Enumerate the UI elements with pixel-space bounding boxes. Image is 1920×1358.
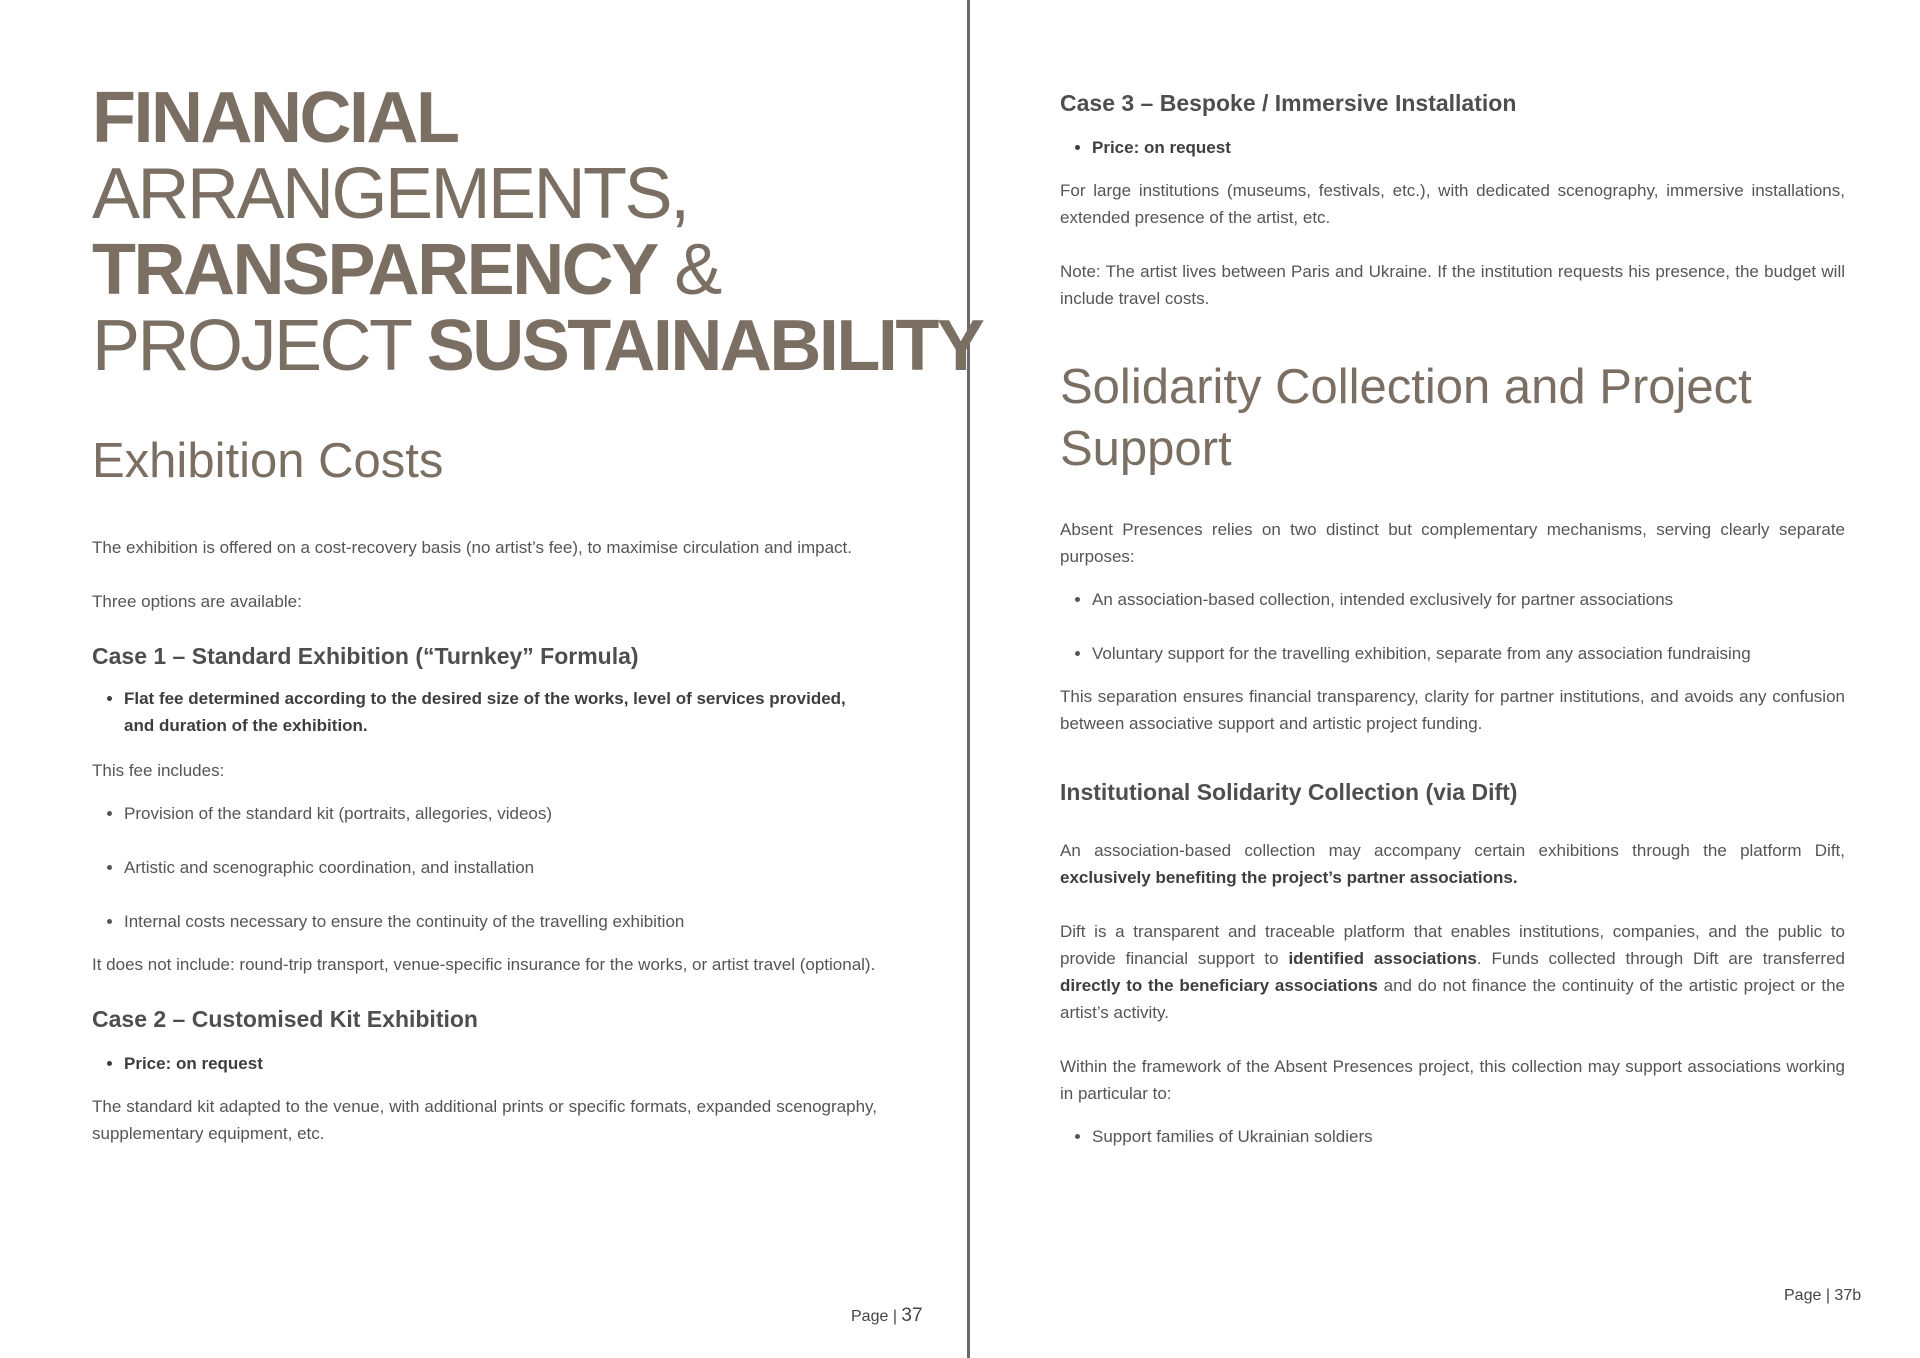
list-item: • An association-based collection, intended exclusively for partner associations xyxy=(1092,586,1845,613)
fee-excludes-text: It does not include: round-trip transport, venue-specific insurance for the works, or artist travel (optional). xyxy=(92,955,876,974)
list-item: • Artistic and scenographic coordination, and installation xyxy=(124,854,877,881)
case3-text: For large institutions (museums, festivals, etc.), with dedicated scenography, immersive installations, extended presence of the artist, etc. xyxy=(1060,181,1845,227)
left-page xyxy=(92,78,983,1147)
fee-includes-list xyxy=(92,800,877,935)
mechanisms-list xyxy=(1060,586,1845,667)
case2-price-list xyxy=(92,1050,877,1077)
support-list xyxy=(1060,1123,1845,1150)
options-text: Three options are available: xyxy=(92,592,302,611)
right-page xyxy=(1060,88,1845,1150)
main-title xyxy=(92,78,983,386)
list-item: • Internal costs necessary to ensure the continuity of the travelling exhibition xyxy=(124,908,877,935)
case3-heading: Case 3 – Bespoke / Immersive Installation xyxy=(1060,90,1517,116)
fee-includes-label: This fee includes: xyxy=(92,761,225,780)
list-item: • Support families of Ukrainian soldiers xyxy=(1092,1123,1845,1150)
right-page-footer: Page | 37b xyxy=(1784,1287,1862,1304)
case1-fee-list xyxy=(92,685,877,739)
solidarity-heading: Solidarity Collection and Project Support xyxy=(1060,360,1752,476)
list-item: • Voluntary support for the travelling exhibition, separate from any association fundraising xyxy=(1092,640,1845,667)
title-line-2: ARRANGEMENTS, xyxy=(92,154,688,234)
page-number: 37 xyxy=(901,1305,923,1326)
separation-text: This separation ensures financial transparency, clarity for partner institutions, and avoids any confusion between associative support and artistic project funding. xyxy=(1060,687,1845,733)
case2-heading: Case 2 – Customised Kit Exhibition xyxy=(92,1006,478,1032)
list-item: • Flat fee determined according to the desired size of the works, level of services provided, and duration of the exhibition. xyxy=(124,685,877,739)
page-divider xyxy=(967,0,970,1358)
case3-note: Note: The artist lives between Paris and Ukraine. If the institution requests his presence, the budget will include travel costs. xyxy=(1060,262,1845,308)
exhibition-costs-heading: Exhibition Costs xyxy=(92,434,444,488)
title-line-1: FINANCIAL xyxy=(92,78,458,158)
case3-price-list xyxy=(1060,134,1845,161)
list-item: • Provision of the standard kit (portraits, allegories, videos) xyxy=(124,800,877,827)
list-item: • Price: on request xyxy=(1092,134,1845,161)
list-item: • Price: on request xyxy=(124,1050,877,1077)
dift-para-1: An association-based collection may accompany certain exhibitions through the platform Dift, exclusively benefiting the project’s partner associations. xyxy=(1060,841,1845,887)
case2-text: The standard kit adapted to the venue, with additional prints or specific formats, expanded scenography, supplementary equipment, etc. xyxy=(92,1097,877,1143)
dift-heading: Institutional Solidarity Collection (via Dift) xyxy=(1060,779,1518,805)
case1-heading: Case 1 – Standard Exhibition (“Turnkey” Formula) xyxy=(92,643,639,669)
exhibition-intro: The exhibition is offered on a cost-recovery basis (no artist’s fee), to maximise circulation and impact. xyxy=(92,538,852,557)
solidarity-intro: Absent Presences relies on two distinct but complementary mechanisms, serving clearly separate purposes: xyxy=(1060,520,1845,566)
title-line-3: TRANSPARENCY & xyxy=(92,230,720,310)
dift-para-3: Within the framework of the Absent Presences project, this collection may support associations working in particular to: xyxy=(1060,1057,1845,1103)
dift-para-2: Dift is a transparent and traceable platform that enables institutions, companies, and the public to provide financial support to identified associations. Funds collected through Dift are transferred directly to the beneficiary associations and do not finance the continuity of the artistic project or the artist’s activity. xyxy=(1060,922,1846,1022)
left-page-footer: Page | 37 xyxy=(851,1305,923,1326)
title-line-4: PROJECT SUSTAINABILITY xyxy=(92,306,983,386)
page-number: 37b xyxy=(1834,1287,1862,1304)
